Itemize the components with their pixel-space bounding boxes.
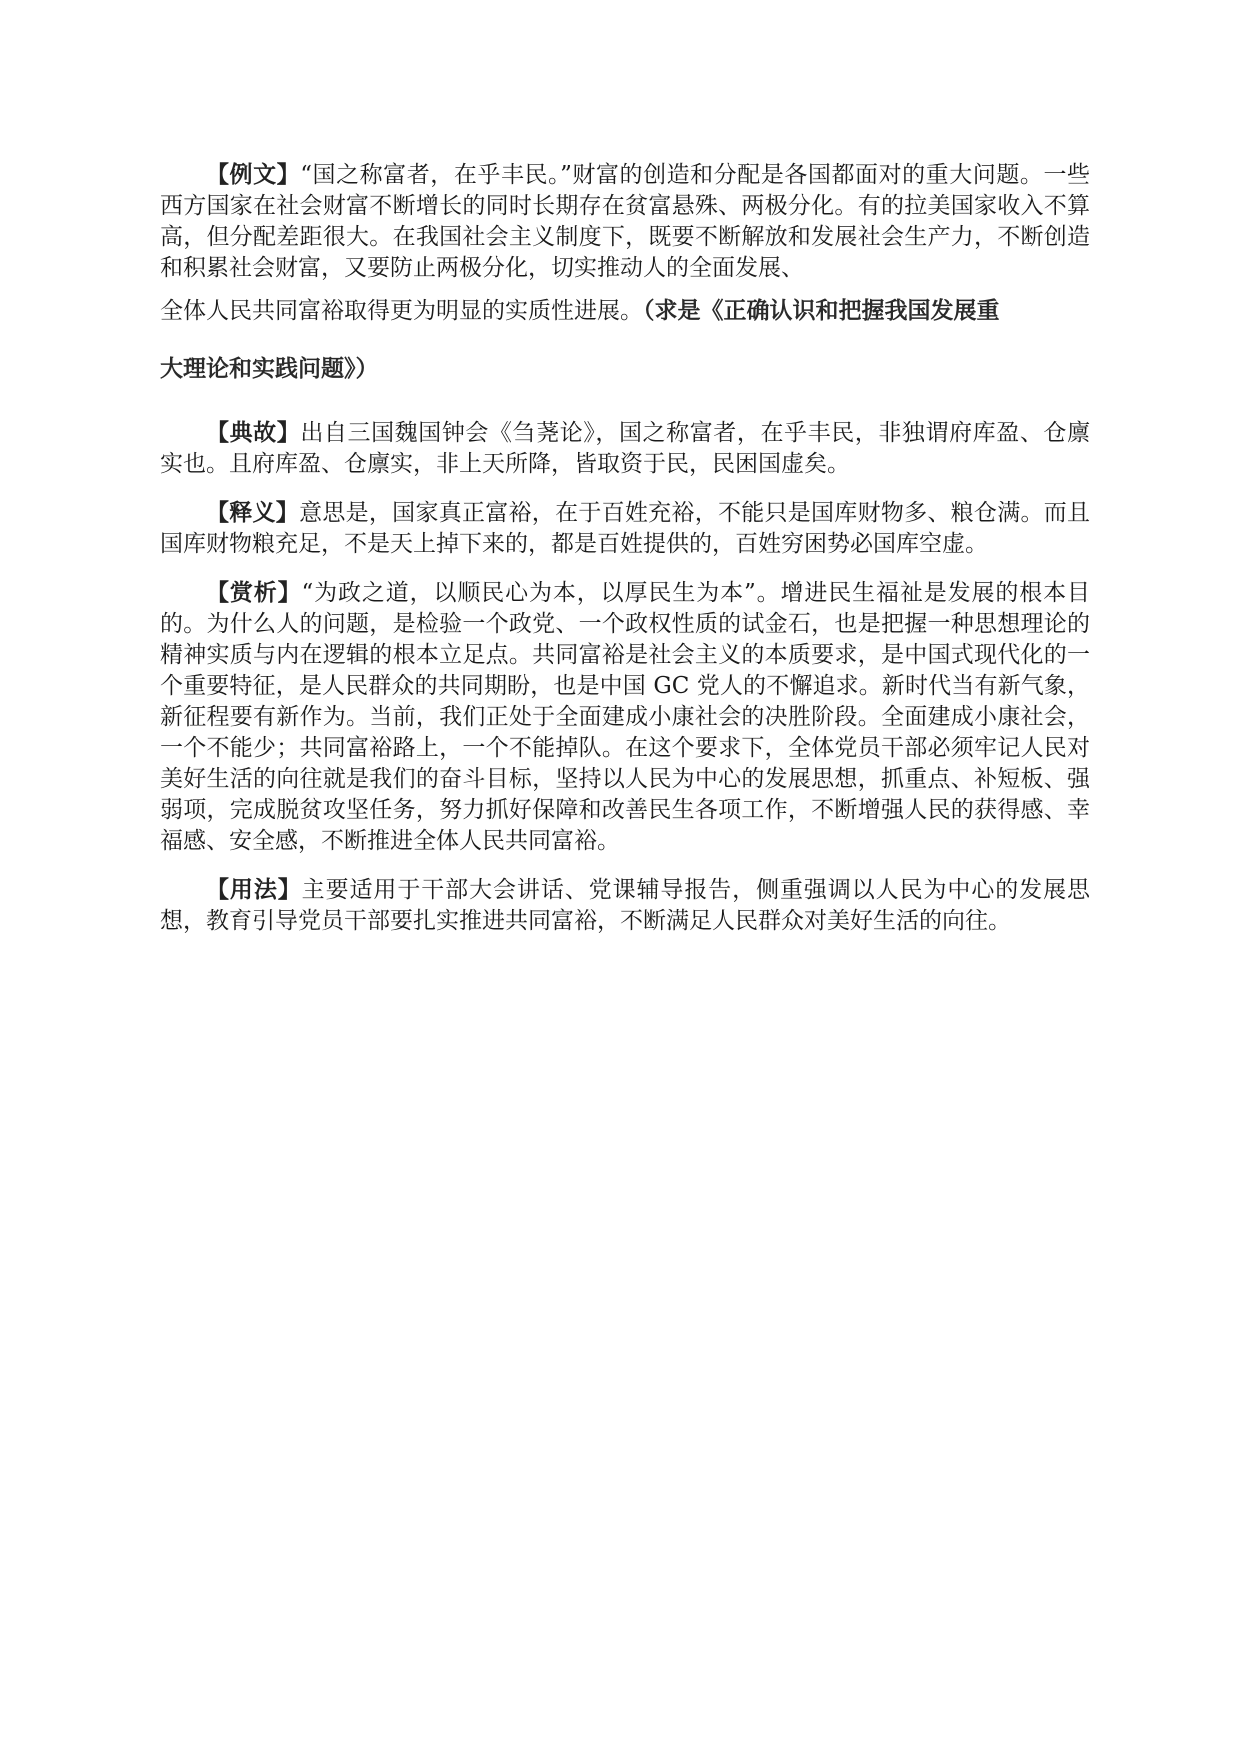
section-spacer bbox=[160, 392, 1090, 418]
analysis-label: 【赏析】 bbox=[206, 580, 302, 606]
example-label: 【例文】 bbox=[206, 162, 301, 188]
meaning-label: 【释义】 bbox=[206, 500, 300, 526]
usage-label: 【用法】 bbox=[206, 877, 302, 903]
example-text: “国之称富者，在乎丰民。”财富的创造和分配是各国都面对的重大问题。一些西方国家在社会财富不断增长的同时长期存在贫富悬殊、两极分化。有的拉美国家收入不算高，但分配差距很大。在我国社会主义制度下，既要不断解放和发展社会生产力，不断创造和积累社会财富，又要防止两极分化，切实推动人的全面发展、 bbox=[160, 162, 1090, 281]
document-body bbox=[160, 160, 1090, 937]
meaning-paragraph bbox=[160, 498, 1090, 560]
usage-text: 主要适用于干部大会讲话、党课辅导报告，侧重强调以人民为中心的发展思想，教育引导党员干部要扎实推进共同富裕，不断满足人民群众对美好生活的向往。 bbox=[160, 877, 1091, 934]
example-citation-part-a: （求是《正确认识和把握我国发展重 bbox=[643, 298, 1000, 324]
example-tail-text: 全体人民共同富裕取得更为明显的实质性进展。 bbox=[160, 298, 643, 324]
usage-paragraph bbox=[160, 875, 1090, 937]
allusion-paragraph bbox=[160, 418, 1090, 480]
example-citation-line bbox=[160, 346, 1090, 392]
allusion-label: 【典故】 bbox=[206, 420, 301, 446]
example-citation-part-b: 大理论和实践问题》） bbox=[160, 356, 379, 382]
meaning-text: 意思是，国家真正富裕，在于百姓充裕，不能只是国库财物多、粮仓满。而且国库财物粮充足，不是天上掉下来的，都是百姓提供的，百姓穷困势必国库空虚。 bbox=[160, 500, 1091, 557]
example-tail-line bbox=[160, 288, 1090, 334]
analysis-paragraph bbox=[160, 578, 1090, 857]
allusion-text: 出自三国魏国钟会《刍荛论》，国之称富者，在乎丰民，非独谓府库盈、仓廪实也。且府库盈、仓廪实，非上天所降，皆取资于民，民困国虚矣。 bbox=[160, 420, 1091, 477]
analysis-text: “为政之道，以顺民心为本，以厚民生为本”。增进民生福祉是发展的根本目的。为什么人的问题，是检验一个政党、一个政权性质的试金石，也是把握一种思想理论的精神实质与内在逻辑的根本立足点。共同富裕是社会主义的本质要求，是中国式现代化的一个重要特征，是人民群众的共同期盼，也是中国 GC 党人的不懈追求。新时代当有新气象，新征程要有新作为。当前，我们正处于全面建成小康社会的决胜阶段。全面建成小康社会，一个不能少；共同富裕路上，一个不能掉队。在这个要求下，全体党员干部必须牢记人民对美好生活的向往就是我们的奋斗目标，坚持以人民为中心的发展思想，抓重点、补短板、强弱项，完成脱贫攻坚任务，努力抓好保障和改善民生各项工作，不断增强人民的获得感、幸福感、安全感，不断推进全体人民共同富裕。 bbox=[160, 580, 1090, 854]
example-paragraph bbox=[160, 160, 1090, 392]
